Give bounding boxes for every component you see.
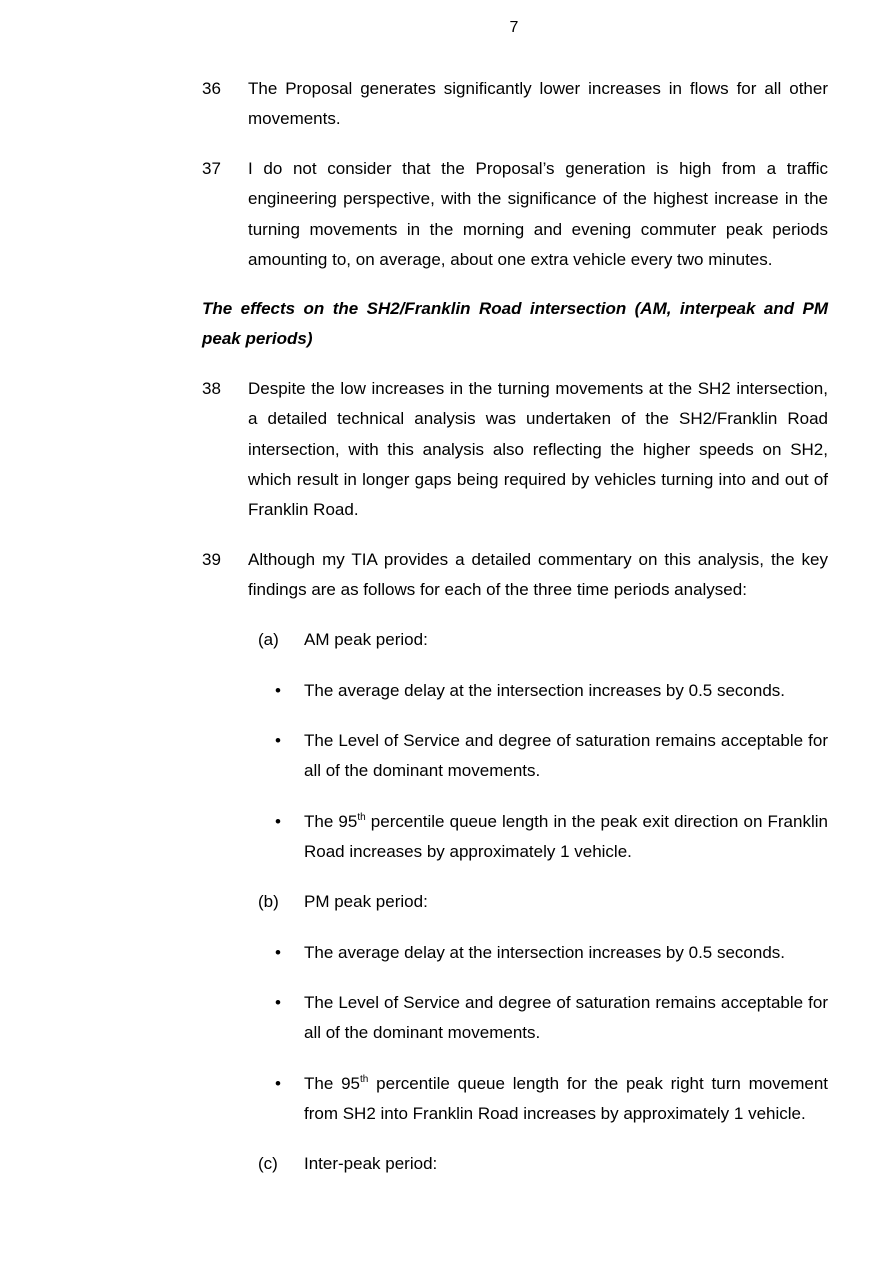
subitem-text: AM peak period: <box>304 630 428 649</box>
subitem-text: Inter-peak period: <box>304 1154 438 1173</box>
bullet-text: The average delay at the intersection increases by 0.5 seconds. <box>304 681 786 700</box>
ordinal-suffix: th <box>360 1074 369 1085</box>
paragraph-number: 38 <box>202 379 221 398</box>
bullet-text-rest: percentile queue length in the peak exit direction on Franklin Road increases by approximately 1 vehicle. <box>304 812 828 862</box>
ordinal-suffix: th <box>357 812 366 823</box>
subitem-label: (b) <box>258 892 279 911</box>
bullet-text <box>304 1069 828 1130</box>
page-number: 7 <box>509 19 519 36</box>
paragraph-text: The Proposal generates significantly lower increases in flows for all other movements. <box>248 79 828 129</box>
bullet-text-start: The 95 <box>304 1074 361 1093</box>
bullet-icon: • <box>275 812 281 831</box>
bullet-icon: • <box>275 681 281 700</box>
bullet-text: The average delay at the intersection increases by 0.5 seconds. <box>304 943 786 962</box>
paragraph-text: I do not consider that the Proposal’s generation is high from a traffic engineering perspective, with the significance of the highest increase in the turning movements in the morning and evening commuter peak periods amounting to, on average, about one extra vehicle every two minutes. <box>248 159 828 269</box>
section-heading: The effects on the SH2/Franklin Road intersection (AM, interpeak and PM peak periods) <box>202 299 828 349</box>
subitem-text: PM peak period: <box>304 892 428 911</box>
bullet-text-start: The 95 <box>304 812 358 831</box>
bullet-icon: • <box>275 731 281 750</box>
bullet-icon: • <box>275 943 281 962</box>
paragraph-number: 36 <box>202 79 221 98</box>
bullet-text-rest: percentile queue length for the peak right turn movement from SH2 into Franklin Road increases by approximately 1 vehicle. <box>304 1074 828 1124</box>
bullet-text: The Level of Service and degree of saturation remains acceptable for all of the dominant movements. <box>304 993 828 1043</box>
bullet-text <box>304 807 828 868</box>
paragraph-text: Despite the low increases in the turning movements at the SH2 intersection, a detailed technical analysis was undertaken of the SH2/Franklin Road intersection, with this analysis also reflecting the higher speeds on SH2, which result in longer gaps being required by vehicles turning into and out of Franklin Road. <box>248 379 828 520</box>
subitem-label: (a) <box>258 630 279 649</box>
bullet-text: The Level of Service and degree of saturation remains acceptable for all of the dominant movements. <box>304 731 828 781</box>
bullet-icon: • <box>275 993 281 1012</box>
paragraph-text: Although my TIA provides a detailed commentary on this analysis, the key findings are as follows for each of the three time periods analysed: <box>248 550 828 600</box>
subitem-label: (c) <box>258 1154 278 1173</box>
bullet-icon: • <box>275 1074 281 1093</box>
paragraph-number: 39 <box>202 550 221 569</box>
paragraph-number: 37 <box>202 159 221 178</box>
